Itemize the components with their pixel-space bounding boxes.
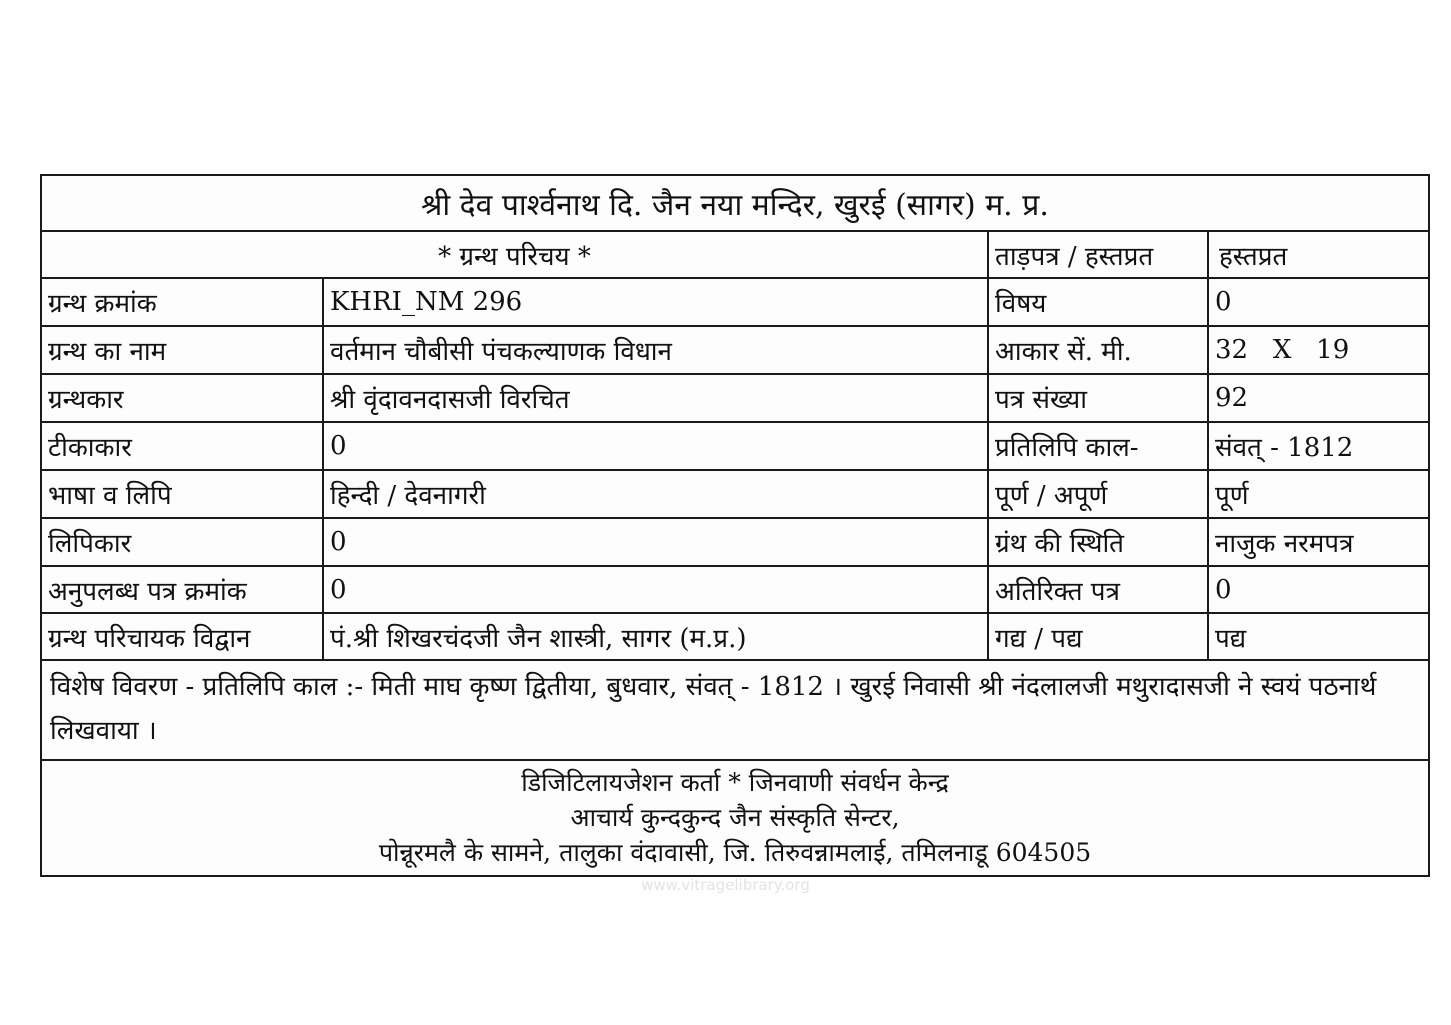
row-value-secondary: पूर्ण xyxy=(1215,481,1249,511)
row-label-secondary: विषय xyxy=(989,279,1209,325)
palm-leaf-manuscript-value: हस्तप्रत xyxy=(1219,241,1288,272)
table-row xyxy=(42,423,1428,471)
footer-address-line: पोन्नूरमलै के सामने, तालुका वंदावासी, जि. तिरुवन्नामलाई, तमिलनाडू 604505 xyxy=(378,837,1092,867)
row-label-secondary: ग्रंथ की स्थिति xyxy=(989,519,1209,565)
row-value-secondary: 0 xyxy=(1215,574,1232,605)
row-value-secondary: 0 xyxy=(1215,287,1232,317)
row-label: ग्रन्थ का नाम xyxy=(42,327,324,373)
footer-organization-line: आचार्य कुन्दकुन्द जैन संस्कृति सेन्टर, xyxy=(570,802,900,832)
row-value-secondary: 32 X 19 xyxy=(1215,335,1350,365)
intro-row xyxy=(42,232,1428,279)
temple-title: श्री देव पार्श्वनाथ दि. जैन नया मन्दिर, खुरई (सागर) म. प्र. xyxy=(42,176,1428,232)
row-value: 0 xyxy=(324,519,989,565)
table-row xyxy=(42,375,1428,423)
row-value: हिन्दी / देवनागरी xyxy=(324,471,989,517)
row-label-secondary: प्रतिलिपि काल- xyxy=(989,423,1209,469)
row-value-secondary: संवत् - 1812 xyxy=(1215,433,1354,463)
row-value: श्री वृंदावनदासजी विरचित xyxy=(324,375,989,421)
row-label: ग्रन्थ परिचायक विद्वान xyxy=(42,614,324,659)
watermark-text: www.vitragelibrary.org xyxy=(641,876,810,894)
row-label: टीकाकार xyxy=(42,423,324,469)
row-value-secondary: पद्य xyxy=(1215,623,1247,654)
table-row xyxy=(42,471,1428,519)
row-label: लिपिकार xyxy=(42,519,324,565)
granth-parichay-heading: * ग्रन्थ परिचय * xyxy=(42,232,989,277)
row-value: वर्तमान चौबीसी पंचकल्याणक विधान xyxy=(324,327,989,373)
table-row xyxy=(42,567,1428,614)
row-value-secondary: 92 xyxy=(1215,383,1249,413)
palm-leaf-manuscript-label: ताड़पत्र / हस्तप्रत xyxy=(989,232,1209,277)
digitization-footer xyxy=(42,761,1428,875)
row-value-secondary: नाजुक नरमपत्र xyxy=(1215,529,1354,559)
row-label: ग्रन्थकार xyxy=(42,375,324,421)
table-row xyxy=(42,279,1428,327)
row-label: भाषा व लिपि xyxy=(42,471,324,517)
row-value: पं.श्री शिखरचंदजी जैन शास्त्री, सागर (म.प्र.) xyxy=(324,614,989,659)
table-row xyxy=(42,519,1428,567)
table-row xyxy=(42,327,1428,375)
special-description: विशेष विवरण - प्रतिलिपि काल :- मिती माघ कृष्ण द्वितीया, बुधवार, संवत् - 1812 । खुरई निवासी श्री नंदलालजी मथुरादासजी ने स्वयं पठनार्थ लिखवाया । xyxy=(42,661,1428,761)
row-label-secondary: आकार सें. मी. xyxy=(989,327,1209,373)
row-label-secondary: गद्य / पद्य xyxy=(989,614,1209,659)
row-label-secondary: पूर्ण / अपूर्ण xyxy=(989,471,1209,517)
table-row xyxy=(42,614,1428,661)
row-value: KHRI_NM 296 xyxy=(324,279,989,325)
row-label: ग्रन्थ क्रमांक xyxy=(42,279,324,325)
footer-digitizer-line: डिजिटिलायजेशन कर्ता * जिनवाणी संवर्धन केन्द्र xyxy=(521,768,949,798)
row-label-secondary: अतिरिक्त पत्र xyxy=(989,567,1209,612)
manuscript-info-card xyxy=(40,174,1430,877)
row-value: 0 xyxy=(324,567,989,612)
row-value: 0 xyxy=(324,423,989,469)
row-label: अनुपलब्ध पत्र क्रमांक xyxy=(42,567,324,612)
row-label-secondary: पत्र संख्या xyxy=(989,375,1209,421)
